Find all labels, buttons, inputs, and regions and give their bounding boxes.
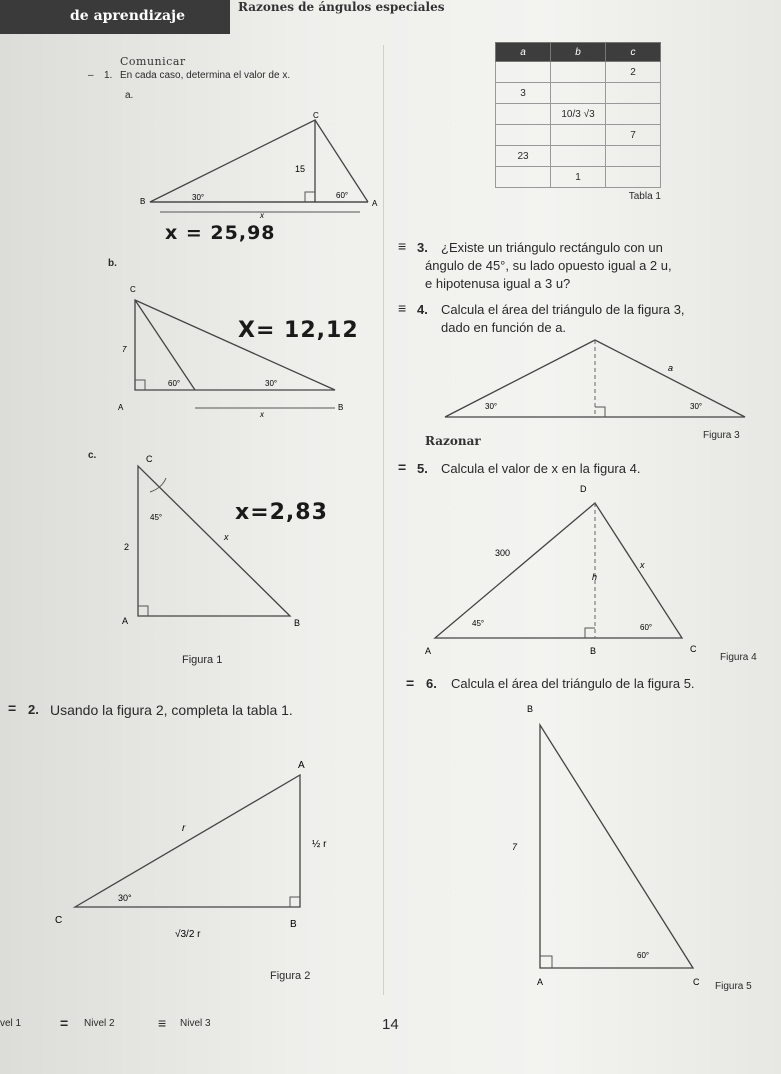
fig2-half-r: ½ r <box>312 839 327 850</box>
fig4-label-b: B <box>590 646 597 656</box>
table-row <box>496 62 661 83</box>
table-row <box>496 167 661 188</box>
q3-level: ≡ <box>398 238 407 254</box>
fig-b-angle-2: 30° <box>265 379 278 388</box>
table-cell <box>551 146 606 167</box>
table-row <box>496 125 661 146</box>
fig5-label-c: C <box>693 977 700 987</box>
page-number: 14 <box>382 1016 399 1033</box>
q2-number: 2. <box>28 702 39 717</box>
table-cell: 7 <box>606 125 661 146</box>
table-cell: 1 <box>551 167 606 188</box>
q4-line-2: dado en función de a. <box>441 320 567 335</box>
fig4-label-a: A <box>425 646 432 656</box>
q6-number: 6. <box>426 676 437 691</box>
fig3-angle-1: 30° <box>485 402 498 411</box>
figure-c-triangle <box>110 448 320 628</box>
fig-b-x: x <box>260 410 264 419</box>
fig4-label-d: D <box>580 484 587 494</box>
footer-level-3: Nivel 3 <box>180 1018 211 1029</box>
figure-4-triangle <box>420 478 720 656</box>
table-cell <box>606 146 661 167</box>
fig4-x: x <box>640 560 645 570</box>
comunicar-label: Comunicar <box>120 55 186 68</box>
q4-level: ≡ <box>398 300 407 316</box>
level-marker: – <box>88 70 94 81</box>
q1-number: 1. <box>104 70 113 81</box>
razonar-label: Razonar <box>425 434 481 448</box>
fig-c-label-a: A <box>122 616 129 626</box>
q3-line-3: e hipotenusa igual a 3 u? <box>425 276 571 291</box>
fig-a-label-c: C <box>313 111 319 120</box>
table-cell: 23 <box>496 146 551 167</box>
q6-text: Calcula el área del triángulo de la figura 5. <box>451 676 695 691</box>
fig-a-label-a: A <box>372 199 378 208</box>
handwritten-answer-b: X= 12,12 <box>238 318 359 343</box>
figura-4-caption: Figura 4 <box>720 652 757 663</box>
fig-b-label-b: B <box>338 403 344 412</box>
fig2-label-b: B <box>290 919 297 930</box>
table-cell <box>551 62 606 83</box>
table-cell <box>551 125 606 146</box>
table-1-header-a: a <box>496 43 551 62</box>
fig3-a: a <box>668 363 674 373</box>
fig2-label-a: A <box>298 760 305 771</box>
table-1-grid <box>495 42 661 188</box>
footer-level-3-icon: ≡ <box>158 1015 167 1031</box>
table-cell: 2 <box>606 62 661 83</box>
figure-2-triangle <box>50 755 350 965</box>
table-1 <box>495 42 661 202</box>
handwritten-answer-c: x=2,83 <box>235 500 328 525</box>
footer-level-1: vel 1 <box>0 1018 22 1029</box>
section-banner <box>0 0 230 34</box>
figura-5-caption: Figura 5 <box>715 981 752 992</box>
fig4-h: h <box>592 572 598 582</box>
fig-a-label-b: B <box>140 197 146 206</box>
figura-1-caption: Figura 1 <box>182 654 223 666</box>
table-cell <box>606 104 661 125</box>
table-1-header-b: b <box>551 43 606 62</box>
item-a-letter: a. <box>125 90 134 101</box>
fig-a-angle-1: 30° <box>192 193 205 202</box>
table-cell: 3 <box>496 83 551 104</box>
fig2-angle: 30° <box>118 893 132 903</box>
fig-a-side: 15 <box>295 164 306 174</box>
figura-2-caption: Figura 2 <box>270 970 311 982</box>
q3-number: 3. <box>417 240 428 255</box>
table-cell <box>496 62 551 83</box>
q4-number: 4. <box>417 302 428 317</box>
fig3-angle-2: 30° <box>690 402 703 411</box>
handwritten-answer-a: x = 25,98 <box>165 222 276 244</box>
fig-c-label-c: C <box>146 454 153 464</box>
fig-b-angle-1: 60° <box>168 379 181 388</box>
q1-text: En cada caso, determina el valor de x. <box>120 70 291 81</box>
fig-a-x: x <box>260 211 264 220</box>
figura-3-caption: Figura 3 <box>703 430 740 441</box>
table-cell <box>551 83 606 104</box>
figure-a-triangle <box>130 110 380 220</box>
figure-5-triangle <box>505 700 705 990</box>
figure-b-triangle <box>110 280 360 420</box>
column-divider <box>383 45 384 995</box>
item-b-letter: b. <box>108 258 117 269</box>
q6-level: = <box>406 675 415 691</box>
fig5-side: 7 <box>512 842 518 852</box>
fig4-side: 300 <box>495 548 511 558</box>
table-cell <box>496 104 551 125</box>
table-cell <box>496 125 551 146</box>
table-cell <box>606 83 661 104</box>
q4-line-1: Calcula el área del triángulo de la figura 3, <box>441 302 685 317</box>
fig-c-x: x <box>224 532 229 542</box>
table-1-caption: Tabla 1 <box>628 191 661 202</box>
fig4-angle-2: 60° <box>640 623 653 632</box>
fig2-label-c: C <box>55 915 63 926</box>
footer-level-2: Nivel 2 <box>84 1018 115 1029</box>
fig-b-side: 7 <box>122 345 127 354</box>
figure-3-triangle <box>440 335 750 435</box>
q2-text: Usando la figura 2, completa la tabla 1. <box>50 702 293 718</box>
table-row <box>496 83 661 104</box>
q3-line-1: ¿Existe un triángulo rectángulo con un <box>441 240 663 255</box>
fig5-label-b: B <box>527 704 534 714</box>
fig-b-label-c: C <box>130 285 136 294</box>
fig5-label-a: A <box>537 977 544 987</box>
fig-c-label-b: B <box>294 618 301 628</box>
table-1-header-c: c <box>606 43 661 62</box>
page-title: Razones de ángulos especiales <box>238 0 445 14</box>
q2-level: = <box>8 700 17 716</box>
q5-number: 5. <box>417 461 428 476</box>
fig-c-angle: 45° <box>150 513 163 522</box>
table-row <box>496 104 661 125</box>
fig-b-label-a: A <box>118 403 124 412</box>
fig-c-side: 2 <box>124 542 130 552</box>
section-label: de aprendizaje <box>70 8 185 24</box>
table-cell <box>496 167 551 188</box>
table-cell: 10/3 √3 <box>551 104 606 125</box>
q3-line-2: ángulo de 45°, su lado opuesto igual a 2 u, <box>425 258 672 273</box>
q5-level: = <box>398 459 407 475</box>
q5-text: Calcula el valor de x en la figura 4. <box>441 461 641 476</box>
fig-a-angle-2: 60° <box>336 191 349 200</box>
table-cell <box>606 167 661 188</box>
fig4-label-c: C <box>690 644 697 654</box>
fig4-angle-1: 45° <box>472 619 485 628</box>
fig2-r: r <box>182 823 186 834</box>
footer-level-2-icon: = <box>60 1015 69 1031</box>
item-c-letter: c. <box>88 450 97 461</box>
fig5-angle: 60° <box>637 951 650 960</box>
table-row <box>496 146 661 167</box>
fig2-sqrt-r: √3/2 r <box>175 929 201 940</box>
